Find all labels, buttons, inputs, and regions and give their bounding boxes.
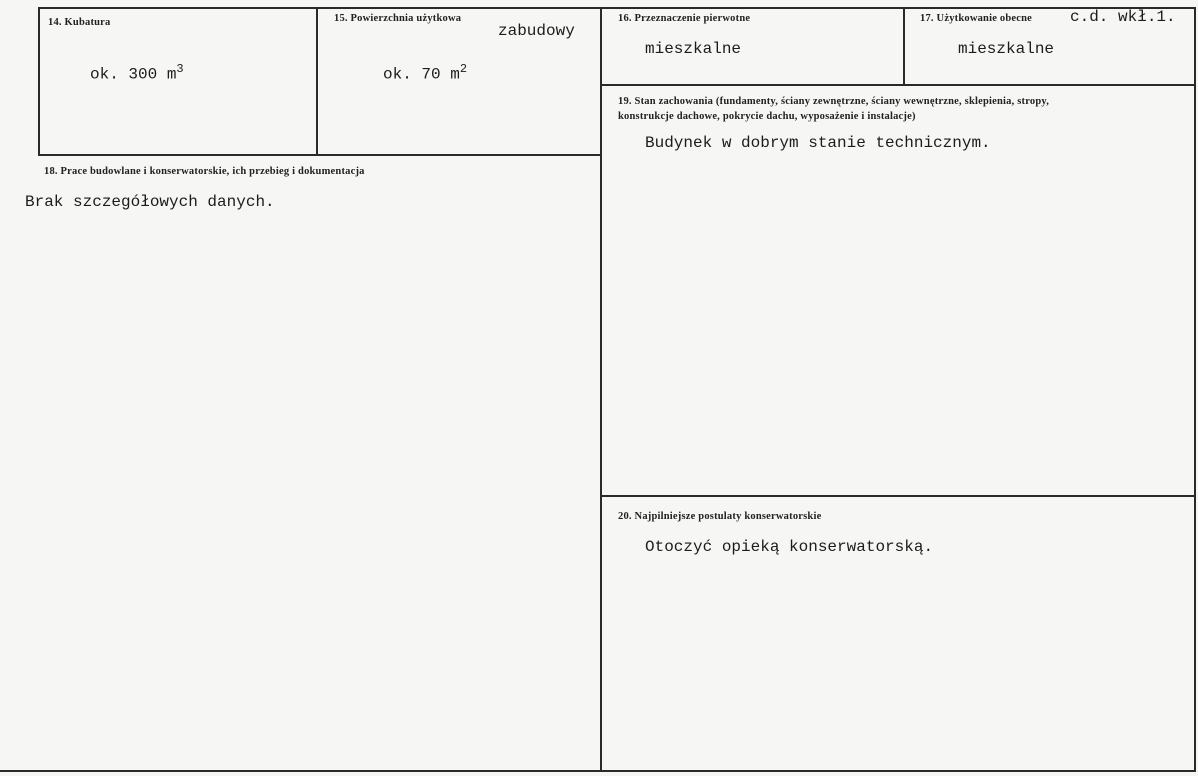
divider-row1-left (38, 154, 602, 156)
field-14-label: 14. Kubatura (48, 17, 111, 28)
right-border (1194, 7, 1196, 771)
divider-16-17 (903, 7, 905, 85)
field-16-label: 16. Przeznaczenie pierwotne (618, 13, 751, 24)
field-17-extra: c.d. wkł.1. (1070, 8, 1176, 26)
field-20-label: 20. Najpilniejsze postulaty konserwatorskie (618, 511, 822, 522)
field-19-label-line2: konstrukcje dachowe, pokrycie dachu, wyposażenie i instalacje) (618, 111, 916, 122)
field-17-value: mieszkalne (958, 40, 1055, 58)
field-18-label: 18. Prace budowlane i konserwatorskie, ich przebieg i dokumentacja (44, 166, 365, 177)
field-15-value-text: ok. 70 m (383, 65, 460, 84)
field-18-value: Brak szczegółowych danych. (25, 193, 275, 211)
field-15-handwritten: zabudowy (498, 22, 575, 40)
bottom-border (0, 770, 1196, 772)
divider-19-20 (600, 495, 1196, 497)
divider-14-15 (316, 7, 318, 155)
field-15-label: 15. Powierzchnia użytkowa (334, 13, 462, 24)
field-19-label-line1: 19. Stan zachowania (fundamenty, ściany zewnętrzne, ściany wewnętrzne, sklepienia, stropy, (618, 96, 1050, 107)
field-15-value (383, 62, 467, 83)
left-border-upper (38, 7, 40, 155)
field-14-value (90, 62, 184, 83)
divider-row1-right (600, 84, 1196, 86)
field-14-value-text: ok. 300 m (90, 65, 177, 84)
field-19-value: Budynek w dobrym stanie technicznym. (645, 134, 991, 152)
field-14-value-sup: 3 (176, 62, 184, 76)
field-15-value-sup: 2 (459, 62, 468, 76)
divider-main (600, 7, 602, 771)
field-17-label: 17. Użytkowanie obecne (920, 13, 1033, 24)
field-16-value: mieszkalne (645, 40, 742, 58)
top-border (38, 7, 1196, 9)
field-20-value: Otoczyć opieką konserwatorską. (645, 538, 934, 556)
